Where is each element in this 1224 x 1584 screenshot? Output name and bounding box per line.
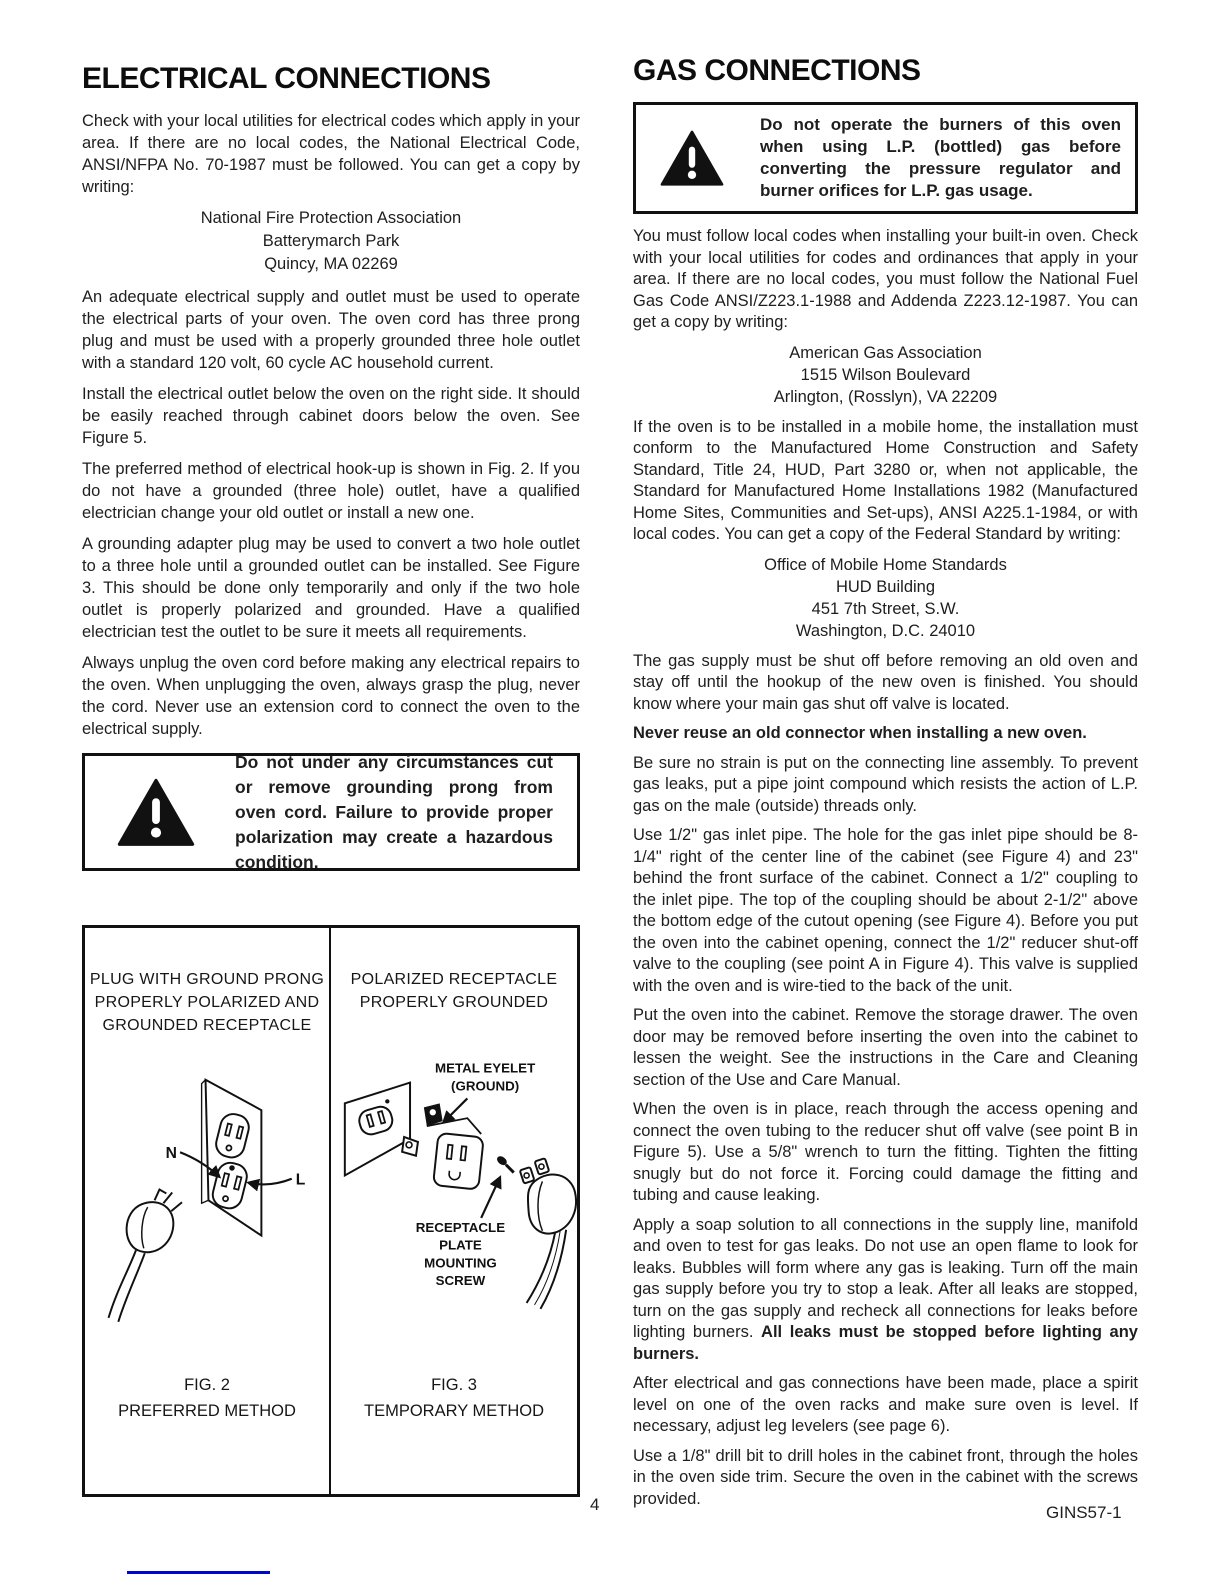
plug-body — [528, 1175, 576, 1234]
paragraph: Install the electrical outlet below the oven on the right side. It should be easily reached through cabinet doors below the oven. See Figure 5. — [82, 385, 580, 447]
page-number: 4 — [590, 1495, 600, 1514]
paragraph: If the oven is to be installed in a mobile home, the installation must conform to the Manufactured Home Construction and Safety Standard, Title 24, HUD, Part 3280 or, when not applicable, the Standard for Manufactured Home Installations 1982 (Manufactured Home Sites, Communities and Set-ups), ANSI A225.1-1984, or with local codes. You can get a copy of the Federal Standard by writing: — [633, 417, 1138, 543]
never-reuse-heading: Never reuse an old connector when installing a new oven. — [633, 724, 1087, 742]
eyelet-label: METAL EYELET — [435, 1060, 536, 1076]
adapter-plug-illustration — [331, 1040, 577, 1390]
label-line: PROPERLY GROUNDED — [359, 994, 549, 1011]
figure-3-label — [331, 968, 577, 1014]
hud-address-block — [633, 554, 1138, 642]
screw-label: RECEPTACLE — [415, 1219, 506, 1235]
figure-method: TEMPORARY METHOD — [364, 1402, 544, 1420]
neutral-label: N — [165, 1145, 177, 1163]
aga-address-block — [633, 342, 1138, 408]
paragraph: Use 1/2" gas inlet pipe. The hole for the gas inlet pipe should be 8-1/4" right of the center line of the cabinet (see Figure 4) and 23" behind the front surface of the cabinet. Connect a 1/2" coupling to the inlet pipe. The top of the coupling should be about 2-1/2" above the bottom edge of the cutout opening (see Figure 4). Before you put the oven into the cabinet opening, connect the 1/2" reducer shut-off valve to the coupling (see point A in Figure 4). This valve is supplied with the oven and is wire-tied to the back of the unit. — [633, 826, 1138, 995]
address-line: 451 7th Street, S.W. — [811, 599, 960, 618]
paragraph: An adequate electrical supply and outlet must be used to operate the electrical parts of your oven. The oven cord has three prong plug and must be used with a properly grounded three hole outlet with a standard 120 volt, 60 cycle AC household current. — [82, 288, 580, 372]
grounded-outlet-plug-illustration — [85, 1050, 329, 1380]
side-tab — [402, 1137, 418, 1156]
paragraph: The preferred method of electrical hook-up is shown in Fig. 2. If you do not have a grounded (three hole) outlet, have a qualified electrician change your old outlet or install a new one. — [82, 460, 580, 522]
address-line: American Gas Association — [789, 343, 982, 362]
address-line: Washington, D.C. 24010 — [795, 621, 976, 640]
screw-label: MOUNTING — [424, 1255, 497, 1271]
label-line: GROUNDED RECEPTACLE — [102, 1017, 312, 1034]
wall-plate — [345, 1083, 410, 1176]
figure-method: PREFERRED METHOD — [118, 1402, 296, 1420]
warning-text: Do not operate the burners of this oven when using L.P. (bottled) gas before converting the pressure regulator and burner orifices for L.P. gas usage. — [760, 115, 1121, 200]
paragraph — [633, 1215, 1138, 1366]
plate-screw — [229, 1165, 234, 1170]
address-line: HUD Building — [835, 577, 936, 596]
nfpa-address-block — [82, 207, 580, 276]
warning-box-gas — [633, 102, 1138, 214]
warning-text: Do not under any circumstances cut or remove grounding prong from oven cord. Failure to provide proper polarization may create a hazardous condition. — [235, 751, 553, 872]
figure-number: FIG. 3 — [431, 1376, 477, 1394]
paragraph: Be sure no strain is put on the connecting line assembly. To prevent gas leaks, put a pipe joint compound which resists the action of L.P. gas on the male (outside) threads only. — [633, 753, 1138, 815]
electrical-section — [82, 62, 580, 749]
address-line: National Fire Protection Association — [200, 209, 462, 227]
gas-section — [633, 54, 1138, 1518]
eyelet-label: (GROUND) — [451, 1078, 520, 1094]
line-label: L — [295, 1171, 306, 1189]
warning-triangle-icon — [660, 130, 724, 186]
figure-2-caption — [85, 1372, 329, 1424]
plug-body — [127, 1202, 174, 1252]
address-line: 1515 Wilson Boulevard — [800, 365, 971, 384]
paragraph-text: Apply a soap solution to all connections in the supply line, manifold and oven to test for gas leaks. Do not use an open flame to look for leaks. Bubbles will form where any gas is leaking. Turn off the main gas supply before you try to stop a leak. After all leaks are stopped, turn on the gas supply and recheck all connections for leaks before lighting burners. — [633, 1215, 1138, 1341]
electrical-section-title: ELECTRICAL CONNECTIONS — [82, 62, 491, 95]
paragraph: When the oven is in place, reach through the access opening and connect the oven tubing to the reducer shut off valve (see point B in Figure 5). Use a 5/8" wrench to turn the fitting. Tighten the fitting snugly but do not force it. Forcing could damage the fitting and tubing and cause leaking. — [633, 1100, 1138, 1204]
paragraph: After electrical and gas connections have been made, place a spirit level on one of the oven racks and make sure oven is level. If necessary, adjust leg levelers (see page 6). — [633, 1374, 1138, 1435]
figure-3-panel — [331, 928, 577, 1494]
gas-section-title: GAS CONNECTIONS — [633, 54, 921, 87]
screw-label: SCREW — [435, 1273, 486, 1289]
screw-arrow — [481, 1177, 500, 1218]
paragraph: You must follow local codes when installing your built-in oven. Check with your local utilities for codes and ordinances that apply in your area. If there are no local codes, you must follow the National Fuel Gas Code ANSI/Z223.1-1988 and Addenda Z223.12-1987. You can get a copy by writing: — [633, 227, 1138, 331]
figure-number: FIG. 2 — [184, 1376, 230, 1394]
paragraph: A grounding adapter plug may be used to convert a two hole outlet to a three hole until a grounded outlet can be installed. See Figure 3. This should be done only temporarily and only if the two hole outlet is properly polarized and grounded. Have a qualified electrician test the outlet to be sure it meets all requirements. — [82, 535, 580, 641]
address-line: Arlington, (Rosslyn), VA 22209 — [773, 387, 998, 406]
warning-box-electrical — [82, 753, 580, 871]
figure-2-label — [85, 968, 329, 1037]
warning-triangle-icon — [117, 778, 195, 847]
document-code: GINS57-1 — [1046, 1503, 1122, 1522]
paragraph: Use a 1/8" drill bit to drill holes in the cabinet front, through the holes in the oven side trim. Secure the oven in the cabinet with the screws provided. — [633, 1446, 1138, 1508]
figure-2-panel — [85, 928, 331, 1494]
figure-box — [82, 925, 580, 1497]
figure-3-caption — [331, 1372, 577, 1424]
address-line: Batterymarch Park — [262, 232, 400, 250]
paragraph-bold-text: All leaks must be stopped before lighting any burners. — [633, 1323, 1138, 1363]
paragraph: Check with your local utilities for electrical codes which apply in your area. If there are no local codes, the National Electrical Code, ANSI/NFPA No. 70-1987 must be followed. You can get a copy by writing: — [82, 112, 580, 196]
paragraph: Always unplug the oven cord before making any electrical repairs to the oven. When unplugging the oven, always grasp the plug, never the cord. Never use an extension cord to connect the oven to the electrical supply. — [82, 654, 580, 738]
cord-line — [118, 1253, 144, 1322]
footer-accent-line — [127, 1571, 270, 1574]
screw-label: PLATE — [439, 1237, 482, 1253]
label-line: POLARIZED RECEPTACLE — [350, 971, 558, 988]
address-line: Office of Mobile Home Standards — [764, 555, 1007, 574]
paragraph: The gas supply must be shut off before removing an old oven and stay off until the hookup of the new oven is finished. You should know where your main gas shut off valve is located. — [633, 651, 1138, 713]
paragraph: Put the oven into the cabinet. Remove the storage drawer. The oven door may be removed before inserting the oven into the cabinet to lessen the weight. See the instructions in the Care and Cleaning section of the Use and Care Manual. — [633, 1006, 1138, 1089]
address-line: Quincy, MA 02269 — [264, 255, 398, 273]
label-line: PLUG WITH GROUND PRONG — [89, 971, 325, 988]
adapter-body — [433, 1133, 484, 1190]
label-line: PROPERLY POLARIZED AND — [94, 994, 320, 1011]
